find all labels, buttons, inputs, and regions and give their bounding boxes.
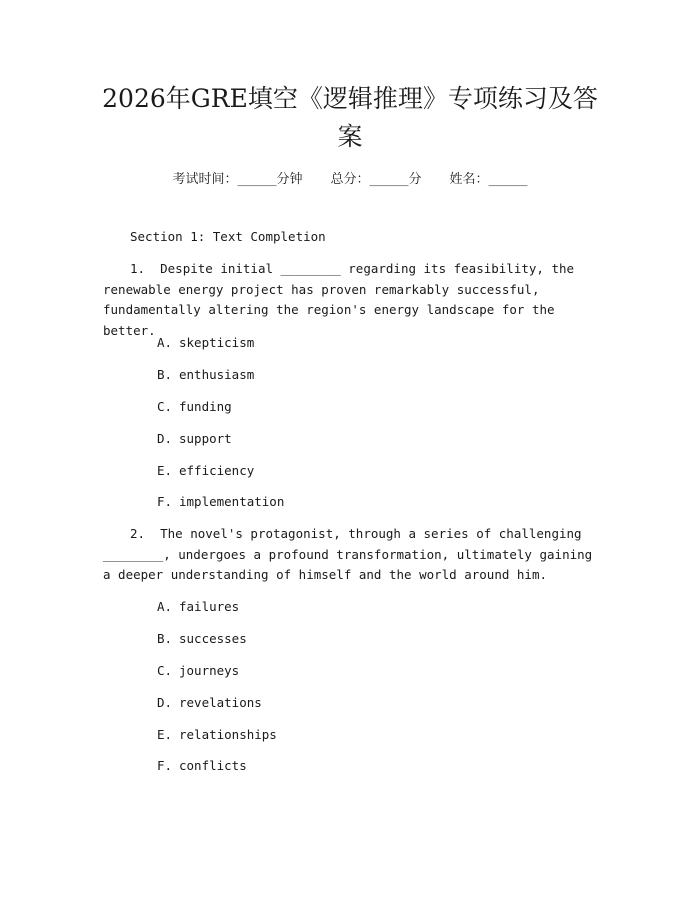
question-1-option-e	[157, 463, 254, 478]
option-text: funding	[179, 399, 232, 414]
option-text: successes	[179, 631, 247, 646]
question-2-option-d	[157, 695, 262, 710]
option-text: revelations	[179, 695, 262, 710]
option-letter: E.	[157, 463, 173, 478]
question-1-option-f	[157, 494, 284, 509]
option-text: conflicts	[179, 758, 247, 773]
option-text: failures	[179, 599, 240, 614]
question-1-option-a	[157, 335, 254, 350]
question-2-option-b	[157, 631, 247, 646]
question-text: Despite initial ________ regarding its feasibility, the renewable energy project has proven remarkably successful, fundamentally altering the region's energy landscape for the better.	[103, 261, 575, 339]
exam-time-field: 考试时间：______分钟	[172, 172, 303, 187]
exam-meta-line	[0, 168, 700, 187]
option-letter: C.	[157, 663, 173, 678]
question-2-option-c	[157, 663, 239, 678]
option-text: implementation	[179, 494, 285, 509]
question-1-option-b	[157, 367, 254, 382]
option-letter: C.	[157, 399, 173, 414]
option-letter: F.	[157, 758, 173, 773]
option-text: enthusiasm	[179, 367, 255, 382]
question-number: 1.	[130, 261, 146, 276]
option-text: skepticism	[179, 335, 255, 350]
option-letter: F.	[157, 494, 173, 509]
question-1	[103, 259, 603, 342]
option-letter: A.	[157, 599, 173, 614]
section-heading: Section 1: Text Completion	[130, 229, 326, 244]
name-field: 姓名：______	[449, 172, 528, 187]
option-text: support	[179, 431, 232, 446]
option-text: relationships	[179, 727, 277, 742]
question-1-option-d	[157, 431, 232, 446]
question-2-option-a	[157, 599, 239, 614]
total-score-field: 总分：______分	[330, 172, 422, 187]
option-letter: A.	[157, 335, 173, 350]
option-letter: D.	[157, 695, 173, 710]
option-text: efficiency	[179, 463, 255, 478]
question-2-option-e	[157, 727, 277, 742]
question-2	[103, 524, 603, 586]
option-letter: B.	[157, 631, 173, 646]
option-letter: D.	[157, 431, 173, 446]
document-title: 2026年GRE填空《逻辑推理》专项练习及答案	[102, 84, 598, 151]
question-number: 2.	[130, 526, 146, 541]
option-letter: B.	[157, 367, 173, 382]
question-text: The novel's protagonist, through a series of challenging ________, undergoes a profound transformation, ultimately gaining a deeper understanding of himself and the world around him.	[103, 526, 593, 583]
question-1-option-c	[157, 399, 232, 414]
option-text: journeys	[179, 663, 240, 678]
option-letter: E.	[157, 727, 173, 742]
question-2-option-f	[157, 758, 247, 773]
